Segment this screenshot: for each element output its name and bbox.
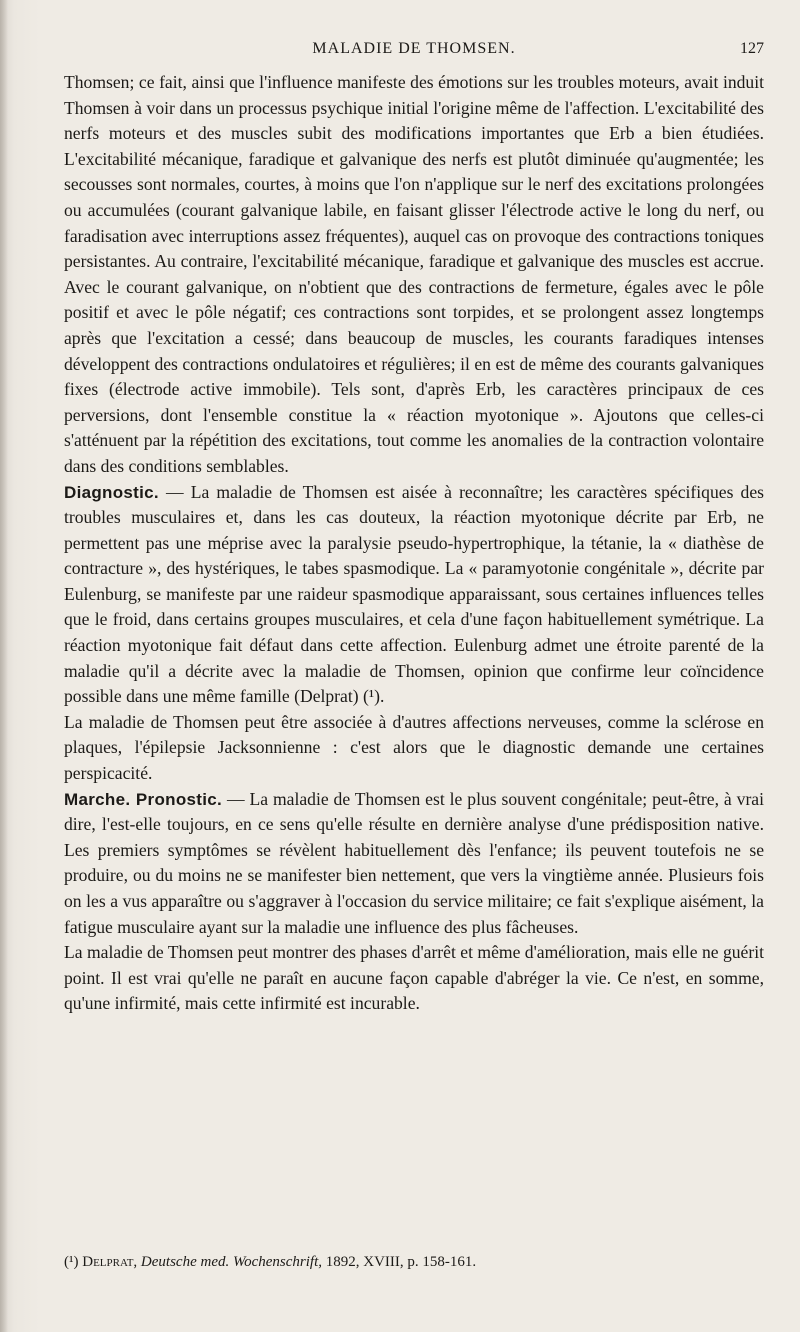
paragraph-associated-affections bbox=[64, 710, 764, 787]
section-heading-marche-pronostic: Marche. Pronostic. bbox=[64, 789, 223, 809]
running-title: MALADIE DE THOMSEN. bbox=[312, 40, 516, 57]
paragraph-text: Thomsen; ce fait, ainsi que l'influence manifeste des émotions sur les troubles moteurs, avait induit Thomsen à voir dans un processus psychique initial l'origine même de l'affection. L'excitabilité des nerfs moteurs et des muscles subit des modifications importantes que Erb a bien étudiées. L'excitabilité mécanique, faradique et galvanique des nerfs est plutôt diminuée qu'augmentée; les secousses sont normales, courtes, à moins que l'on n'applique sur le nerf des excitations prolongées ou accumulées (courant galvanique labile, en faisant glisser l'électrode active le long du nerf, ou faradisation avec interruptions assez fréquentes), auquel cas on provoque des contractions toniques persistantes. Au contraire, l'excitabilité mécanique, faradique et galvanique des muscles est accrue. Avec le courant galvanique, on n'obtient que des contractions de fermeture, égales avec le pôle positif et avec le pôle négatif; ces contractions sont torpides, et se prolongent assez longtemps après que l'excitation a cessé; dans beaucoup de muscles, les courants faradiques intenses développent des contractions ondulatoires et régulières; il en est de même des courants galvaniques fixes (électrode active immobile). Tels sont, d'après Erb, les caractères principaux de ces perversions, dont l'ensemble constitue la « réaction myotonique ». Ajoutons que celles-ci s'atténuent par la répétition des excitations, tout comme les anomalies de la contraction volontaire dans des conditions semblables. bbox=[64, 72, 764, 476]
page-gutter-shadow bbox=[0, 0, 8, 1332]
section-heading-diagnostic: Diagnostic. bbox=[64, 482, 159, 502]
paragraph-electrical-excitability bbox=[64, 70, 764, 480]
paragraph-text: La maladie de Thomsen peut montrer des phases d'arrêt et même d'amélioration, mais elle ne guérit point. Il est vrai qu'elle ne paraît en aucune façon capable d'abréger la vie. Ce n'est, en somme, qu'une infirmité, mais cette infirmité est incurable. bbox=[64, 942, 764, 1014]
footnote-author: Delprat, bbox=[82, 1254, 138, 1270]
footnote bbox=[64, 1252, 764, 1272]
paragraph-text: La maladie de Thomsen peut être associée à d'autres affections nerveuses, comme la sclérose en plaques, l'épilepsie Jacksonnienne : c'est alors que le diagnostic demande une certaines perspicacité. bbox=[64, 711, 764, 784]
paragraph-evolution bbox=[64, 940, 764, 1017]
paragraph-marche-pronostic bbox=[64, 787, 764, 941]
paragraph-text: — La maladie de Thomsen est le plus souvent congénitale; peut-être, à vrai dire, l'est-elle toujours, en ce sens qu'elle résulte en dernière analyse d'une prédisposition native. Les premiers symptômes se révèlent habituellement dès l'enfance; ils peuvent toutefois ne se produire, ou du moins ne se manifester bien nettement, que vers la vingtième année. Plusieurs fois on les a vus apparaître ou s'aggraver à l'occasion du service militaire; ce fait s'explique aisément, la fatigue musculaire ayant sur la maladie une influence des plus fâcheuses. bbox=[64, 788, 764, 937]
body-text bbox=[64, 70, 764, 1017]
page-number: 127 bbox=[740, 40, 764, 57]
footnote-journal: Deutsche med. Wochenschrift, bbox=[140, 1254, 322, 1270]
paragraph-diagnostic bbox=[64, 480, 764, 710]
paragraph-text: — La maladie de Thomsen est aisée à reconnaître; les caractères spécifiques des troubles musculaires et, dans les cas douteux, la réaction myotonique décrite par Erb, ne permettent pas une méprise avec la paralysie pseudo-hypertrophique, la tétanie, la « diathèse de contracture », des hystériques, le tabes spasmodique. La « paramyotonie congénitale », décrite par Eulenburg, se manifeste par une raideur spasmodique apparaissant, sous certaines influences telles que le froid, dans certains groupes musculaires, et cela d'une façon habituellement symétrique. La réaction myotonique fait défaut dans cette affection. Eulenburg admet une étroite parenté de la maladie qu'il a décrite avec la maladie de Thomsen, opinion que confirme leur coïncidence possible dans une même famille (Delprat) (¹). bbox=[64, 481, 764, 707]
footnote-citation: 1892, XVIII, p. 158-161. bbox=[325, 1254, 477, 1270]
page-header bbox=[64, 40, 764, 64]
footnote-mark: (¹) bbox=[64, 1254, 79, 1270]
